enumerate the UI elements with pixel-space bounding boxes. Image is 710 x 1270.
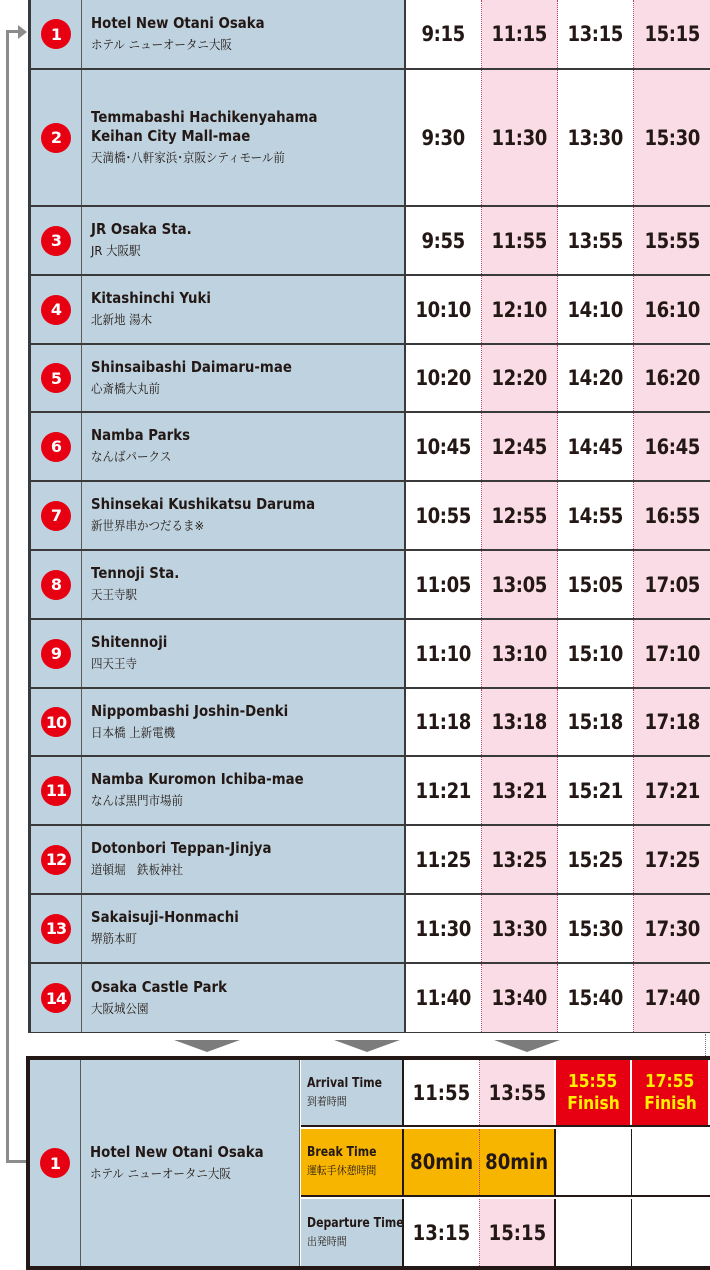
departure-time-cell: [558, 482, 634, 549]
departure-time-cell: [558, 413, 634, 480]
stop-number-badge: 14: [41, 983, 71, 1013]
departure-time-cell: [634, 895, 710, 962]
stop-name-jp: 四天王寺: [91, 656, 138, 671]
time-text: 13:30: [567, 125, 624, 150]
time-text: 17:30: [644, 916, 700, 941]
stop-number-cell: [31, 276, 82, 343]
time-text: 11:25: [415, 847, 472, 872]
stop-name-jp: なんばパークス: [91, 449, 172, 464]
time-text: 15:15: [644, 22, 700, 46]
stop-row: [31, 70, 710, 207]
stop-name-cell: [82, 551, 406, 618]
empty-cell: [632, 1199, 708, 1266]
stop-number-badge: 13: [41, 914, 71, 944]
stop-name-jp: 道頓堀 鉄板神社: [91, 862, 184, 877]
finish-time: 17:55: [645, 1070, 695, 1092]
stop-number-badge: 1: [40, 1148, 70, 1178]
departure-time-cell: [406, 0, 482, 68]
departure-time-cell: [634, 345, 710, 411]
stop-name-jp: 心斎橋大丸前: [91, 380, 161, 396]
chevron-down-icon: [494, 1040, 560, 1052]
stop-name-cell: [82, 620, 406, 687]
stop-name-en: Tennoji Sta.: [91, 564, 180, 582]
stop-number-badge: 8: [41, 570, 71, 600]
break-label: [301, 1129, 404, 1195]
stop-name-jp: 堺筋本町: [91, 931, 138, 946]
departure-time-cell: [558, 70, 634, 205]
arrival-label-jp: 到着時間: [307, 1094, 347, 1108]
departure-time-cell: [482, 964, 558, 1032]
stop-number-cell: [31, 0, 82, 68]
time-text: 11:21: [415, 778, 472, 803]
time-text: 17:25: [644, 847, 700, 872]
departure-time-cell: [558, 689, 634, 755]
time-text: 13:21: [491, 778, 548, 803]
stop-number-cell: [31, 482, 82, 549]
departure-time-cell: [558, 964, 634, 1032]
departure-time-cell: [406, 207, 482, 274]
final-stop-block: [26, 1056, 710, 1270]
time-text: 15:10: [567, 641, 624, 666]
stop-name-cell: [82, 964, 406, 1032]
stop-number-badge: 6: [41, 432, 71, 462]
stop-name-jp: ホテル ニューオータニ大阪: [91, 36, 232, 52]
departure-time-cell: [558, 551, 634, 618]
time-text: 15:40: [567, 986, 624, 1010]
departure-time-cell: [482, 482, 558, 549]
time-text: 9:15: [421, 22, 466, 46]
departure-time-cell: [406, 620, 482, 687]
time-text: 13:25: [491, 847, 548, 872]
stop-name-cell: [82, 826, 406, 893]
loop-connector-bottom: [6, 1160, 28, 1163]
stop-name-en: Osaka Castle Park: [91, 977, 227, 996]
finish-cell: [556, 1060, 632, 1125]
time-text: 14:55: [567, 503, 624, 528]
finish-time: 15:55: [568, 1070, 618, 1092]
stop-row: [31, 620, 710, 689]
stop-number-badge: 4: [41, 295, 71, 325]
stop-row: [31, 482, 710, 551]
time-text: 13:15: [567, 22, 624, 46]
departure-time-cell: [482, 276, 558, 343]
stop-number-badge: 2: [41, 123, 71, 153]
stop-name-cell: [82, 895, 406, 962]
time-text: 14:45: [567, 434, 624, 459]
stop-number-cell: [31, 689, 82, 755]
time-text: 11:55: [491, 228, 548, 253]
departure-time-cell: [482, 620, 558, 687]
finish-label: Finish: [643, 1092, 697, 1114]
stop-number-badge: 1: [41, 19, 71, 49]
stop-name-jp: 新世界串かつだるま※: [91, 518, 205, 533]
break-duration: 80min: [480, 1129, 556, 1195]
stop-name-jp: 大阪城公園: [91, 1000, 149, 1016]
stop-name-jp: なんば黒門市場前: [91, 793, 184, 808]
stop-row: [31, 689, 710, 757]
chevron-down-icon: [334, 1040, 400, 1052]
stop-name-cell: [82, 757, 406, 824]
stop-name-en: Sakaisuji-Honmachi: [91, 908, 239, 926]
final-stop-number-cell: [30, 1060, 81, 1266]
stop-name-jp: JR 大阪駅: [91, 243, 141, 258]
stop-row: [31, 276, 710, 345]
empty-cell: [556, 1199, 632, 1266]
time-text: 10:55: [415, 503, 472, 528]
departure-time-cell: [406, 964, 482, 1032]
stop-number-badge: 5: [41, 363, 71, 393]
time-text: 16:55: [644, 503, 700, 528]
stop-row: [31, 207, 710, 276]
time-text: 10:10: [415, 297, 472, 322]
departure-time-cell: [406, 895, 482, 962]
loop-connector-line: [6, 31, 9, 1162]
departure-time-cell: [558, 207, 634, 274]
departure-time-cell: [482, 207, 558, 274]
stop-number-badge: 9: [41, 639, 71, 669]
stop-name-cell: [82, 482, 406, 549]
time-text: 16:20: [644, 366, 700, 390]
departure-time-cell: [558, 0, 634, 68]
departure-time-cell: [406, 551, 482, 618]
stop-number-cell: [31, 70, 82, 205]
stop-row: [31, 826, 710, 895]
time-text: 15:30: [644, 125, 700, 150]
stop-name-cell: [82, 0, 406, 68]
stop-name-jp: 天満橋･八軒家浜･京阪シティモール前: [91, 149, 285, 165]
break-label-jp: 運転手休憩時間: [307, 1164, 377, 1177]
time-text: 12:10: [491, 297, 548, 322]
departure-time-cell: [406, 70, 482, 205]
time-text: 14:20: [567, 366, 624, 390]
departure-time-cell: [406, 345, 482, 411]
time-text: 17:18: [644, 710, 700, 734]
time-text: 11:10: [415, 641, 472, 666]
final-stop-name-cell: [81, 1060, 300, 1266]
stop-name-cell: [82, 345, 406, 411]
time-text: 13:05: [491, 572, 548, 597]
arrival-row: [301, 1060, 710, 1127]
time-text: 9:55: [421, 228, 466, 253]
stop-name-cell: [82, 413, 406, 480]
time-text: 15:25: [567, 847, 624, 872]
final-stop-name-en: Hotel New Otani Osaka: [90, 1142, 264, 1161]
stop-name-en: Nippombashi Joshin-Denki: [91, 701, 289, 720]
departure-time-cell: [406, 276, 482, 343]
time-text: 15:05: [567, 572, 624, 597]
time-text: 11:30: [415, 916, 472, 941]
stop-name-jp: 天王寺駅: [91, 587, 138, 602]
time-text: 16:10: [644, 297, 700, 322]
departure-time-cell: [558, 620, 634, 687]
stop-number-cell: [31, 895, 82, 962]
departure-time-cell: [634, 482, 710, 549]
departure-time-cell: [634, 826, 710, 893]
departure-time: 15:15: [480, 1199, 556, 1266]
departure-time-cell: [634, 551, 710, 618]
stop-name-en: Namba Kuromon Ichiba-mae: [91, 770, 304, 788]
departure-label-en: Departure Time: [307, 1215, 404, 1231]
break-duration: 80min: [404, 1129, 480, 1195]
stop-name-cell: [82, 207, 406, 274]
break-label-en: Break Time: [307, 1145, 377, 1160]
arrival-time: 11:55: [404, 1060, 480, 1125]
stop-name-en: Kitashinchi Yuki: [91, 289, 211, 307]
time-text: 17:40: [644, 986, 700, 1010]
departure-time-cell: [634, 0, 710, 68]
stop-number-badge: 10: [41, 707, 71, 737]
departure-time-cell: [406, 757, 482, 824]
arrival-label: [301, 1060, 404, 1125]
departure-time-cell: [558, 895, 634, 962]
departure-time-cell: [482, 0, 558, 68]
departure-row: [301, 1199, 710, 1266]
departure-time-cell: [406, 413, 482, 480]
arrival-label-en: Arrival Time: [307, 1075, 382, 1091]
stop-number-cell: [31, 826, 82, 893]
stop-name-en: Shitennoji: [91, 633, 168, 651]
arrival-time: 13:55: [480, 1060, 556, 1125]
departure-time-cell: [406, 482, 482, 549]
stop-name-en: Temmabashi Hachikenyahama: [91, 107, 318, 126]
departure-time-cell: [558, 276, 634, 343]
stop-number-cell: [31, 345, 82, 411]
departure-time-cell: [634, 964, 710, 1032]
departure-time-cell: [482, 689, 558, 755]
stop-name-en: Shinsaibashi Daimaru-mae: [91, 357, 292, 376]
stop-row: [31, 345, 710, 413]
departure-time-cell: [558, 345, 634, 411]
break-row: [301, 1129, 710, 1197]
departure-time-cell: [634, 413, 710, 480]
loop-arrow-icon: [18, 25, 27, 39]
time-text: 16:45: [644, 434, 700, 459]
time-text: 11:18: [415, 710, 472, 734]
time-text: 17:21: [644, 778, 700, 803]
departure-time-cell: [406, 689, 482, 755]
time-text: 17:10: [644, 641, 700, 666]
stop-row: [31, 551, 710, 620]
stop-name-en: Namba Parks: [91, 426, 191, 444]
time-text: 13:10: [491, 641, 548, 666]
time-text: 9:30: [421, 125, 466, 150]
departure-time-cell: [558, 826, 634, 893]
stop-number-badge: 7: [41, 501, 71, 531]
departure-time-cell: [482, 413, 558, 480]
time-text: 15:21: [567, 778, 624, 803]
time-text: 13:55: [567, 228, 624, 253]
stop-name-cell: [82, 276, 406, 343]
departure-label-jp: 出発時間: [307, 1234, 347, 1248]
stop-number-cell: [31, 757, 82, 824]
time-text: 15:18: [567, 710, 624, 734]
departure-time-cell: [482, 551, 558, 618]
time-text: 11:40: [415, 986, 472, 1010]
departure-label: [301, 1199, 404, 1266]
stop-row: [31, 964, 710, 1032]
stop-name-en: Hotel New Otani Osaka: [91, 13, 265, 32]
stop-row: [31, 895, 710, 964]
time-text: 15:55: [644, 228, 700, 253]
time-text: 10:20: [415, 366, 472, 390]
divider-dots: [705, 1034, 706, 1056]
finish-cell: [632, 1060, 708, 1125]
chevron-down-icon: [174, 1040, 240, 1052]
stop-name-cell: [82, 689, 406, 755]
time-text: 11:30: [491, 125, 548, 150]
departure-time: 13:15: [404, 1199, 480, 1266]
stop-name-en: JR Osaka Sta.: [91, 220, 192, 238]
time-text: 15:30: [567, 916, 624, 941]
time-text: 13:40: [491, 986, 548, 1010]
departure-time-cell: [634, 70, 710, 205]
time-text: 12:45: [491, 434, 548, 459]
empty-cell: [556, 1129, 632, 1195]
departure-time-cell: [482, 345, 558, 411]
time-text: 13:30: [491, 916, 548, 941]
stop-number-badge: 11: [41, 776, 71, 806]
stop-name-en: Dotonbori Teppan-Jinjya: [91, 839, 272, 857]
time-text: 13:18: [491, 710, 548, 734]
stop-number-badge: 3: [41, 226, 71, 256]
time-text: 14:10: [567, 297, 624, 322]
stop-row: [31, 413, 710, 482]
stop-row: [31, 0, 710, 70]
time-text: 11:15: [491, 22, 548, 46]
stop-number-cell: [31, 620, 82, 687]
timetable: [28, 0, 710, 1033]
stop-number-cell: [31, 413, 82, 480]
stop-number-cell: [31, 551, 82, 618]
departure-time-cell: [634, 620, 710, 687]
stop-name-en: Shinsekai Kushikatsu Daruma: [91, 495, 316, 513]
departure-time-cell: [634, 757, 710, 824]
final-stop-name-jp: ホテル ニューオータニ大阪: [90, 1165, 231, 1181]
stop-name-en: Keihan City Mall-mae: [91, 126, 251, 145]
departure-time-cell: [406, 826, 482, 893]
time-text: 12:55: [491, 503, 548, 528]
departure-time-cell: [482, 70, 558, 205]
time-text: 17:05: [644, 572, 700, 597]
departure-time-cell: [482, 757, 558, 824]
stop-number-badge: 12: [41, 845, 71, 875]
stop-number-cell: [31, 964, 82, 1032]
departure-time-cell: [634, 207, 710, 274]
time-text: 10:45: [415, 434, 472, 459]
time-text: 12:20: [491, 366, 548, 390]
stop-name-jp: 北新地 湯木: [91, 312, 153, 327]
empty-cell: [632, 1129, 708, 1195]
departure-time-cell: [634, 689, 710, 755]
departure-time-cell: [482, 895, 558, 962]
time-text: 11:05: [415, 572, 472, 597]
departure-time-cell: [634, 276, 710, 343]
stop-name-jp: 日本橋 上新電機: [91, 724, 176, 740]
departure-time-cell: [482, 826, 558, 893]
departure-time-cell: [558, 757, 634, 824]
stop-row: [31, 757, 710, 826]
finish-label: Finish: [566, 1092, 620, 1114]
stop-number-cell: [31, 207, 82, 274]
stop-name-cell: [82, 70, 406, 205]
